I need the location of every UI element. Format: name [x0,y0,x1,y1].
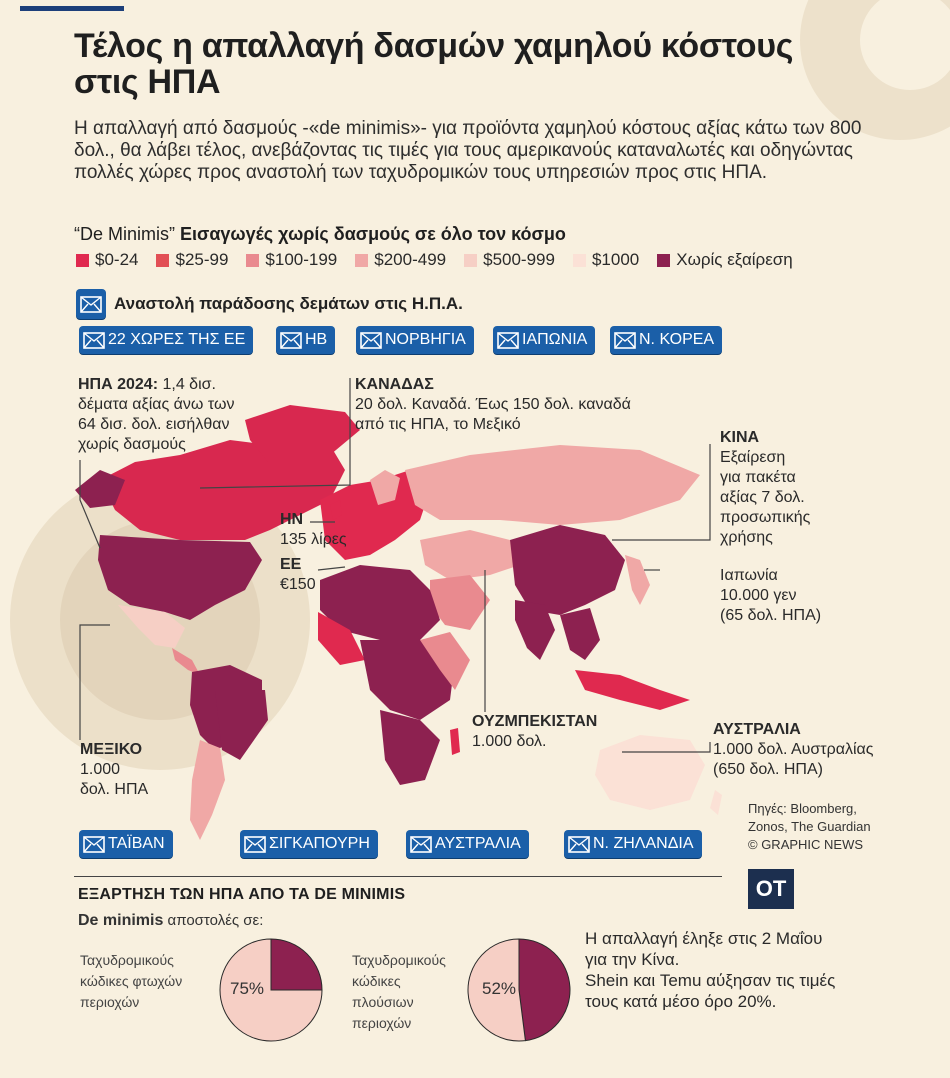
annotation-eu-line1: €150 [280,576,316,593]
annotation-uzbekistan [472,712,597,752]
annotation-usa-line1: 1,4 δισ. [158,376,216,393]
suspension-tag-label: Ν. ΚΟΡΕΑ [639,331,715,348]
annotation-eu-head: ΕΕ [280,556,302,573]
annotation-china-line4: προσωπικής [720,509,811,526]
annotation-usa-line4: χωρίς δασμούς [78,436,186,453]
suspension-tag-singapore[interactable] [240,830,378,858]
annotation-australia-line2: (650 δολ. ΗΠΑ) [713,761,823,778]
page-title: Τέλος η απαλλαγή δασμών χαμηλού κόστους στις ΗΠΑ [74,27,794,101]
legend-label: $25-99 [175,250,229,269]
annotation-mexico-line1: 1.000 [80,761,121,778]
annotation-uzbekistan-line1: 1.000 δολ. [472,733,547,750]
annotation-usa-line2: δέματα αξίας άνω των [78,396,235,413]
pie-slice [519,939,570,1041]
annotation-canada-line1: 20 δολ. Καναδά. Έως 150 δολ. καναδά [355,396,631,413]
annotation-china-line3: αξίας 7 δολ. [720,489,805,506]
map-new-zealand [710,790,722,815]
suspension-tag-label: ΗΒ [305,331,328,348]
suspension-header-label: Αναστολή παράδοσης δεμάτων στις Η.Π.Α. [114,294,463,313]
envelope-icon [410,836,432,853]
dependency-subtitle-bold: De minimis [78,912,164,929]
china-note-line1: Η απαλλαγή έληξε στις 2 Μαΐου [585,929,823,948]
legend-label: $100-199 [265,250,338,269]
sources-line2: Zonos, The Guardian [748,819,871,834]
pie-label-rich-line2: κώδικες [352,973,401,989]
suspension-tag-australia[interactable] [406,830,529,858]
dependency-title: ΕΞΑΡΤΗΣΗ ΤΩΝ ΗΠΑ ΑΠΟ ΤΑ DE MINIMIS [78,886,406,903]
legend-title-prefix: “De Minimis” [74,224,175,244]
sources [748,800,871,854]
envelope-icon [568,836,590,853]
china-note [585,928,915,1012]
annotation-china-line2: για πακέτα [720,469,796,486]
sources-line3: © GRAPHIC NEWS [748,837,864,852]
suspension-tag-label: 22 ΧΩΡΕΣ ΤΗΣ ΕΕ [108,331,246,348]
china-note-line4: τους κατά μέσο όρο 20%. [585,992,777,1011]
annotation-australia-line1: 1.000 δολ. Αυστραλίας [713,741,874,758]
map-china [510,525,625,615]
pie-label-rich [352,950,446,1034]
pie-poor-percent: 75% [230,979,265,998]
annotation-japan-line2: (65 δολ. ΗΠΑ) [720,607,822,624]
map-indonesia [575,670,690,710]
suspension-tag-label: ΣΙΓΚΑΠΟΥΡΗ [269,835,370,852]
pie-label-rich-line4: περιοχών [352,1015,412,1031]
annotation-canada-head: ΚΑΝΑΔΑΣ [355,376,434,393]
pie-label-rich-line1: Ταχυδρομικούς [352,952,446,968]
map-australia [595,735,705,810]
map-central-asia [420,530,520,580]
logo: OT [748,869,794,909]
legend-label: Χωρίς εξαίρεση [676,250,793,269]
leader-mexico [80,625,110,740]
map-brazil [215,690,268,760]
annotation-mexico [80,740,148,800]
map-russia [405,445,700,525]
map-southern-africa [380,710,440,785]
annotation-china [720,428,810,548]
annotation-usa-line3: 64 δισ. δολ. εισήλθαν [78,416,230,433]
legend-title-rest: Εισαγωγές χωρίς δασμούς σε όλο τον κόσμο [175,224,566,244]
annotation-uzbekistan-head: ΟΥΖΜΠΕΚΙΣΤΑΝ [472,713,598,730]
annotation-canada [355,375,631,435]
pie-slice [271,939,322,990]
legend-label: $200-499 [374,250,447,269]
legend-label: $1000 [591,250,640,269]
annotation-china-head: ΚΙΝΑ [720,429,760,446]
suspension-tag-label: ΑΥΣΤΡΑΛΙΑ [435,835,521,852]
pie-label-rich-line3: πλούσιων [352,994,414,1010]
legend-label: $0-24 [95,250,139,269]
suspension-tag-label: ΝΟΡΒΗΓΙΑ [385,331,466,348]
map-south-america-south [190,740,225,840]
envelope-icon [244,836,266,853]
annotation-eu [280,555,316,595]
envelope-icon [83,836,105,853]
pie-label-poor-line3: περιοχών [80,994,140,1010]
sources-line1: Πηγές: Bloomberg, [748,801,857,816]
annotation-australia [713,720,873,780]
annotation-japan [720,566,821,626]
annotation-japan-head: Ιαπωνία [720,567,778,584]
leader-eu [318,567,345,570]
map-middle-east [430,575,490,630]
pie-label-poor-line1: Ταχυδρομικούς [80,952,174,968]
annotation-china-line1: Εξαίρεση [720,449,786,466]
suspension-tag-label: ΤΑΪΒΑΝ [108,835,165,852]
suspension-tag-label: ΙΑΠΩΝΙΑ [522,331,588,348]
pie-label-poor-line2: κώδικες φτωχών [80,973,183,989]
annotation-australia-head: ΑΥΣΤΡΑΛΙΑ [713,721,801,738]
annotation-usa [78,375,234,455]
china-note-line3: Shein και Temu αύξησαν τις τιμές [585,971,836,990]
section-divider [74,876,722,877]
map-korea-japan [625,555,650,605]
annotation-canada-line2: από τις ΗΠΑ, το Μεξικό [355,416,521,433]
map-central-america [172,648,200,675]
annotation-usa-head: ΗΠΑ 2024: [78,376,159,393]
pie-rich-percent: 52% [482,979,517,998]
china-note-line2: για την Κίνα. [585,950,680,969]
annotation-uk [280,510,347,550]
map-se-asia [560,608,600,660]
annotation-japan-line1: 10.000 γεν [720,587,797,604]
dependency-subtitle [78,912,263,930]
suspension-tag-taiwan[interactable] [79,830,173,858]
map-madagascar [450,728,460,755]
suspension-tag-label: Ν. ΖΗΛΑΝΔΙΑ [593,835,694,852]
annotation-uk-line1: 135 λίρες [280,531,347,548]
annotation-mexico-head: ΜΕΞΙΚΟ [80,741,143,758]
annotation-china-line5: χρήσης [720,529,773,546]
legend-label: $500-999 [483,250,555,269]
suspension-tag-new-zealand[interactable] [564,830,702,858]
pie-label-poor [80,950,182,1013]
annotation-mexico-line2: δολ. ΗΠΑ [80,781,149,798]
annotation-uk-head: ΗΝ [280,511,304,528]
intro-paragraph: Η απαλλαγή από δασμούς -«de minimis»- για προϊόντα χαμηλού κόστους αξίας κάτω των 800 δολ., θα λάβει τέλος, ανεβάζοντας τις τιμές για τους αμερικανούς καταναλωτές και οδηγώντας πολλές χώρες προς αναστολή των ταχυδρομικών τους υπηρεσιών προς στις ΗΠΑ. [74,118,862,183]
dependency-subtitle-rest: αποστολές σε: [163,912,264,929]
